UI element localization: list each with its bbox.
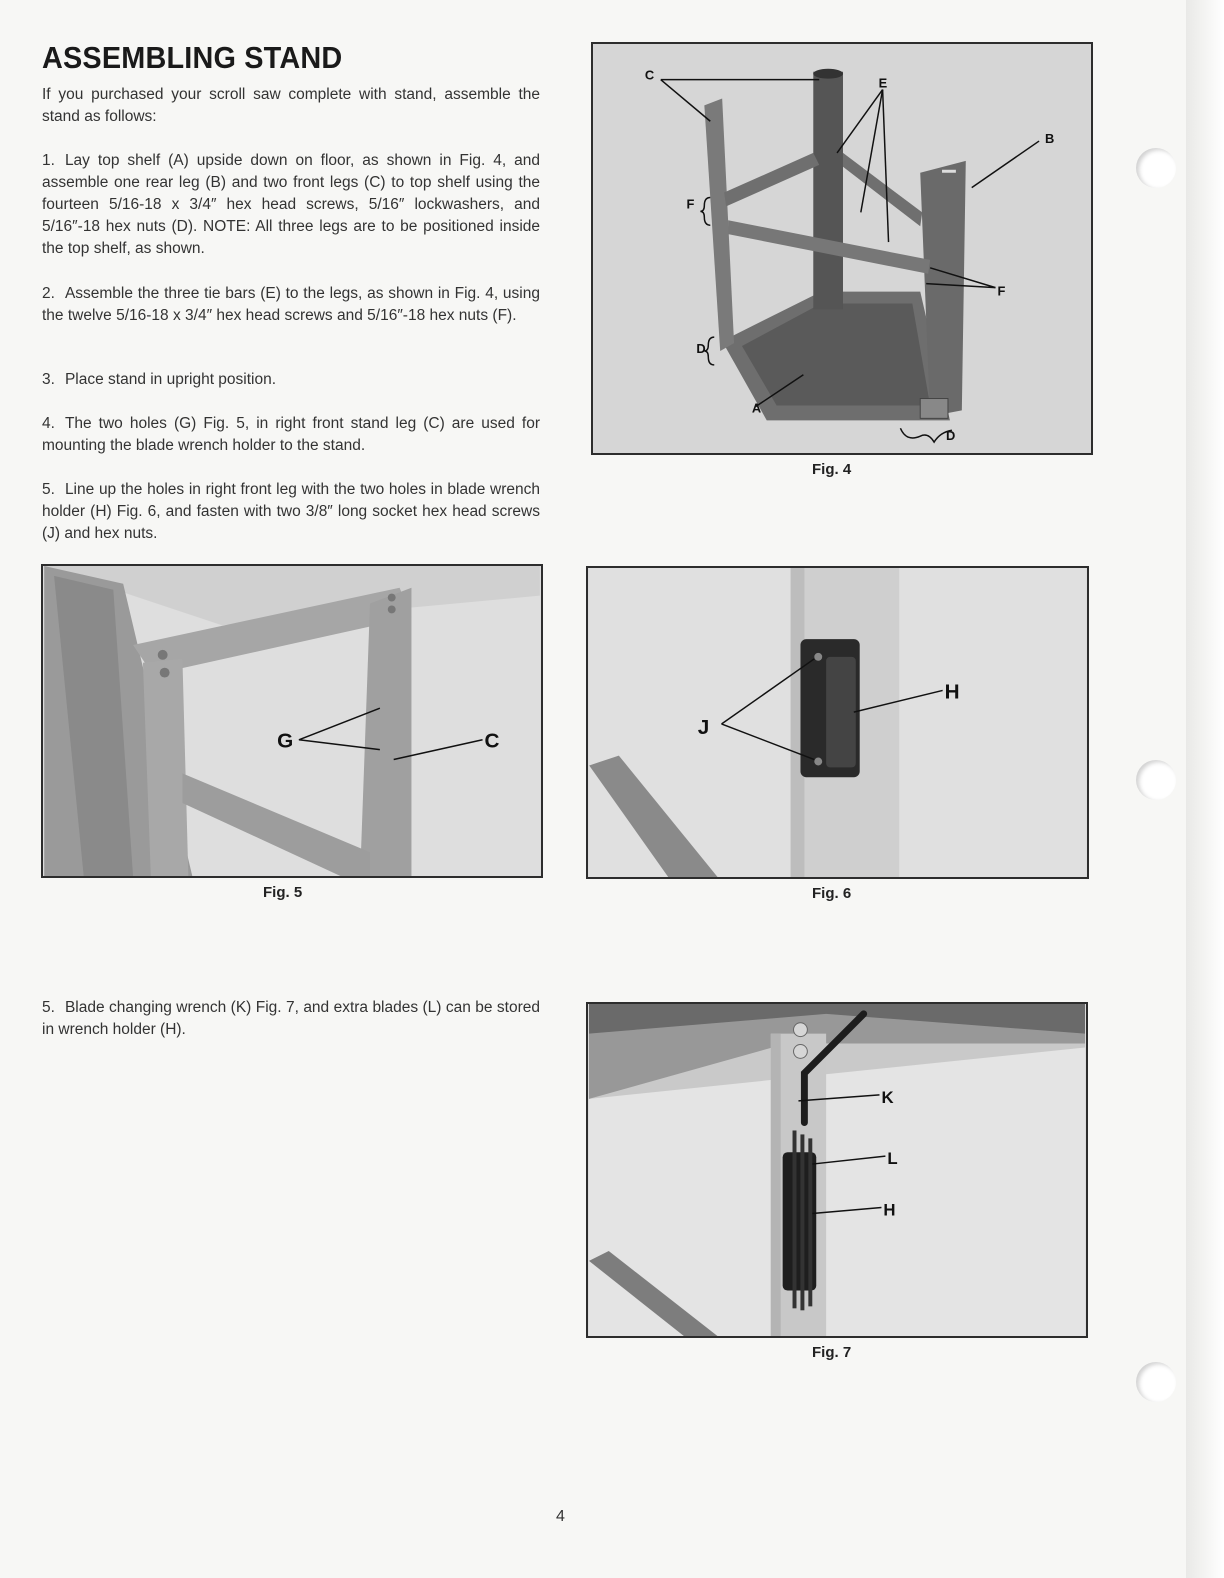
punch-hole-middle bbox=[1136, 760, 1176, 800]
punch-hole-bottom bbox=[1136, 1362, 1176, 1402]
step-number: 1. bbox=[42, 152, 55, 169]
step-text: Place stand in upright position. bbox=[64, 371, 277, 388]
step-1 bbox=[42, 150, 540, 260]
step-3 bbox=[42, 369, 540, 391]
fig4-label-d-left: D bbox=[696, 340, 706, 356]
step-number: 4. bbox=[42, 415, 55, 432]
figure-6-caption: Fig. 6 bbox=[812, 885, 852, 902]
figure-6-holder-photo bbox=[586, 566, 1089, 879]
fig5-label-g: G bbox=[277, 729, 294, 753]
step-2 bbox=[42, 283, 540, 327]
step-text: Blade changing wrench (K) Fig. 7, and extra blades (L) can be stored in wrench holder (H). bbox=[42, 999, 540, 1038]
figure-4-illustration bbox=[593, 44, 1091, 453]
step-number: 2. bbox=[42, 285, 55, 302]
fig4-label-b: B bbox=[1045, 131, 1055, 147]
punch-hole-top bbox=[1136, 148, 1176, 188]
fig7-label-h: H bbox=[883, 1200, 896, 1220]
fig7-label-l: L bbox=[887, 1149, 898, 1169]
figure-7-illustration bbox=[588, 1004, 1086, 1336]
step-text: Assemble the three tie bars (E) to the legs, as shown in Fig. 4, using the twelve 5/16-18 x 3/4″ hex head screws and 5/16″-18 hex nuts (F). bbox=[42, 285, 540, 324]
fig6-label-h: H bbox=[944, 680, 960, 704]
step-number: 3. bbox=[42, 371, 55, 388]
fig7-label-k: K bbox=[881, 1087, 894, 1107]
fig4-label-a: A bbox=[751, 400, 762, 416]
step-number: 5. bbox=[42, 999, 55, 1016]
figure-5-illustration bbox=[43, 566, 541, 876]
figure-5-leg-photo bbox=[41, 564, 543, 878]
intro-paragraph: If you purchased your scroll saw complete with stand, assemble the stand as follows: bbox=[42, 86, 540, 125]
page-title: ASSEMBLING STAND bbox=[42, 40, 343, 75]
step-text: Lay top shelf (A) upside down on floor, as shown in Fig. 4, and assemble one rear leg (B) and two front legs (C) to top shelf using the fourteen 5/16-18 x 3/4″ hex head screws, 5/16″ lockwashers, and 5/16″-18 hex nuts (D). NOTE: All three legs are to be positioned inside the top shelf, as shown. bbox=[42, 152, 540, 257]
figure-7-caption: Fig. 7 bbox=[812, 1344, 852, 1361]
fig4-label-d-bottom: D bbox=[945, 428, 956, 444]
fig4-label-f-right: F bbox=[997, 283, 1006, 299]
step-4 bbox=[42, 413, 540, 457]
fig6-label-j: J bbox=[697, 715, 710, 739]
step-5b bbox=[42, 997, 540, 1041]
figure-7-storage-photo bbox=[586, 1002, 1088, 1338]
step-5 bbox=[42, 479, 540, 545]
figure-4-stand-photo bbox=[591, 42, 1093, 455]
fig4-label-c: C bbox=[644, 67, 655, 83]
figure-4-caption: Fig. 4 bbox=[812, 461, 852, 478]
step-number: 5. bbox=[42, 481, 55, 498]
fig4-label-f-left: F bbox=[686, 196, 695, 212]
step-text: Line up the holes in right front leg with the two holes in blade wrench holder (H) Fig. 6, and fasten with two 3/8″ long socket hex head screws (J) and hex nuts. bbox=[42, 481, 540, 542]
page-edge-shadow bbox=[1186, 0, 1224, 1578]
page-number: 4 bbox=[556, 1508, 565, 1525]
fig4-label-e: E bbox=[878, 75, 888, 91]
figure-6-illustration bbox=[588, 568, 1087, 877]
step-text: The two holes (G) Fig. 5, in right front stand leg (C) are used for mounting the blade wrench holder to the stand. bbox=[42, 415, 540, 454]
fig5-label-c: C bbox=[484, 729, 500, 753]
figure-5-caption: Fig. 5 bbox=[263, 884, 303, 901]
